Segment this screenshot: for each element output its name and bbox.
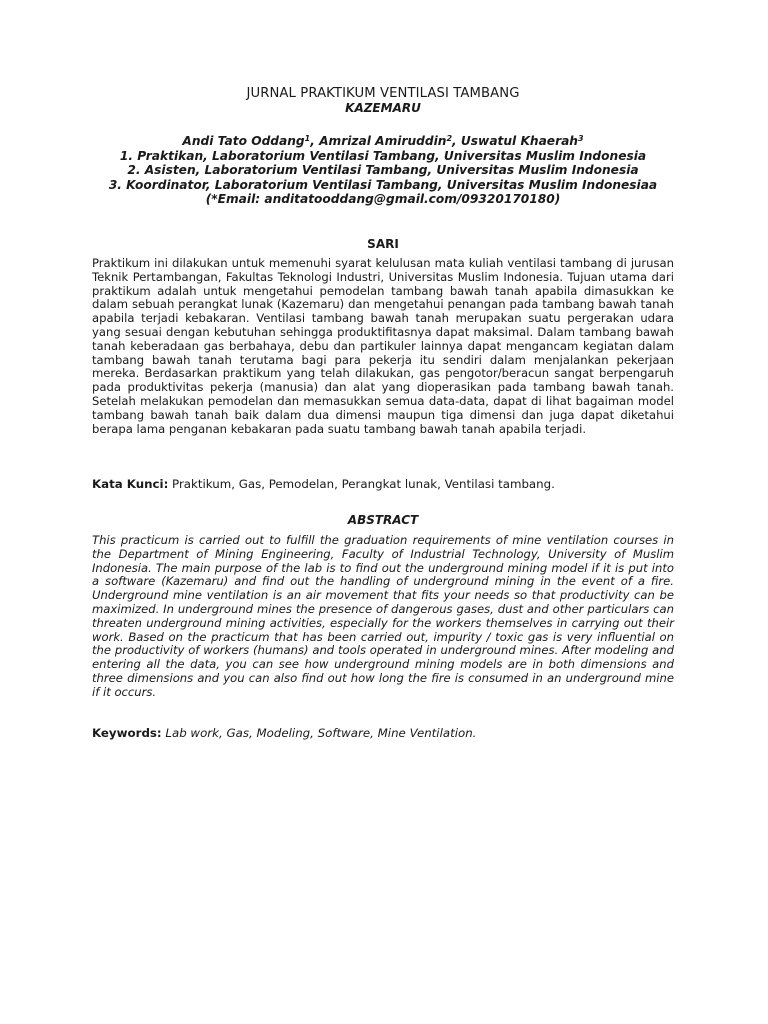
affiliation-1: 1. Praktikan, Laboratorium Ventilasi Tambang, Universitas Muslim Indonesia: [119, 148, 647, 163]
abstract-body: This practicum is carried out to fulfill the graduation requirements of mine ventilation courses in the Department of Mining Engineering, Faculty of Industrial Technology, University of Muslim Indonesia. The main purpose of the lab is to find out the underground mining model if it is put into a software (Kazemaru) and find out the handling of underground mining in the event of a fire. Underground mine ventilation is an air movement that fits your needs so that productivity can be maximized. In underground mines the presence of dangerous gases, dust and other particulars can threaten underground mining activities, especially for the workers themselves in carrying out their work. Based on the practicum that has been carried out, impurity / toxic gas is very influential on the productivity of workers (humans) and tools operated in underground mines. After modeling and entering all the data, you can see how underground mining models are in both dimensions and three dimensions and you can also find out how long the fire is consumed in an underground mine if it occurs.: [92, 533, 674, 699]
author-line: [92, 134, 674, 149]
abstract-keywords-text: Lab work, Gas, Modeling, Software, Mine Ventilation.: [161, 726, 477, 740]
sari-body: Praktikum ini dilakukan untuk memenuhi syarat kelulusan mata kuliah ventilasi tambang di jurusan Teknik Pertambangan, Fakultas Teknologi Industri, Universitas Muslim Indonesia. Tujuan utama dari praktikum adalah untuk mengetahui pemodelan tambang bawah tanah apabila dimasukkan ke dalam sebuah perangkat lunak (Kazemaru) dan mengetahui penangan pada tambang bawah tanah apabila terjadi kebakaran. Ventilasi tambang bawah tanah merupakan suatu pergerakan udara yang sesuai dengan kebutuhan sehingga produktifitasnya dapat maksimal. Dalam tambang bawah tanah keberadaan gas berbahaya, debu dan partikuler lainnya dapat mengancam kegiatan dalam tambang bawah tanah terutama bagi para pekerja itu sendiri dalam menjalankan pekerjaan mereka. Berdasarkan praktikum yang telah dilakukan, gas pengotor/beracun sangat berpengaruh pada produktivitas pekerja (manusia) dan alat yang dioperasikan pada tambang bawah tanah. Setelah melakukan pemodelan dan memasukkan semua data-data, dapat di lihat bagaiman model tambang bawah tanah baik dalam dua dimensi maupun tiga dimensi dan juga dapat diketahui berapa lama penganan kebakaran pada suatu tambang bawah tanah apabila terjadi.: [92, 256, 674, 436]
author-1: Andi Tato Oddang: [182, 134, 305, 148]
author-3: Uswatul Khaerah: [460, 134, 578, 148]
author-block: [92, 134, 674, 207]
sari-heading: SARI: [367, 237, 399, 251]
affiliation-3: 3. Koordinator, Laboratorium Ventilasi Tambang, Universitas Muslim Indonesiaa: [108, 177, 658, 192]
paper-title: JURNAL PRAKTIKUM VENTILASI TAMBANG: [246, 86, 520, 101]
abstract-keywords-label: Keywords:: [92, 726, 162, 740]
author-1-sup: 1: [304, 134, 311, 143]
author-3-sup: 3: [578, 134, 584, 143]
author-separator: ,: [310, 134, 320, 148]
email-line: (*Email: anditatooddang@gmail.com/09320170180): [205, 192, 561, 207]
sari-keywords-text: Praktikum, Gas, Pemodelan, Perangkat lunak, Ventilasi tambang.: [168, 477, 555, 491]
paper-subtitle: KAZEMARU: [345, 101, 421, 115]
affiliation-2: 2. Asisten, Laboratorium Ventilasi Tambang, Universitas Muslim Indonesia: [127, 163, 639, 178]
author-2: Amrizal Amiruddin: [319, 134, 447, 148]
abstract-keywords: [92, 726, 674, 740]
sari-keywords-label: Kata Kunci:: [92, 477, 169, 491]
sari-keywords: [92, 477, 674, 491]
abstract-heading: ABSTRACT: [347, 513, 419, 527]
author-separator: ,: [452, 134, 461, 148]
author-2-sup: 2: [446, 134, 453, 143]
